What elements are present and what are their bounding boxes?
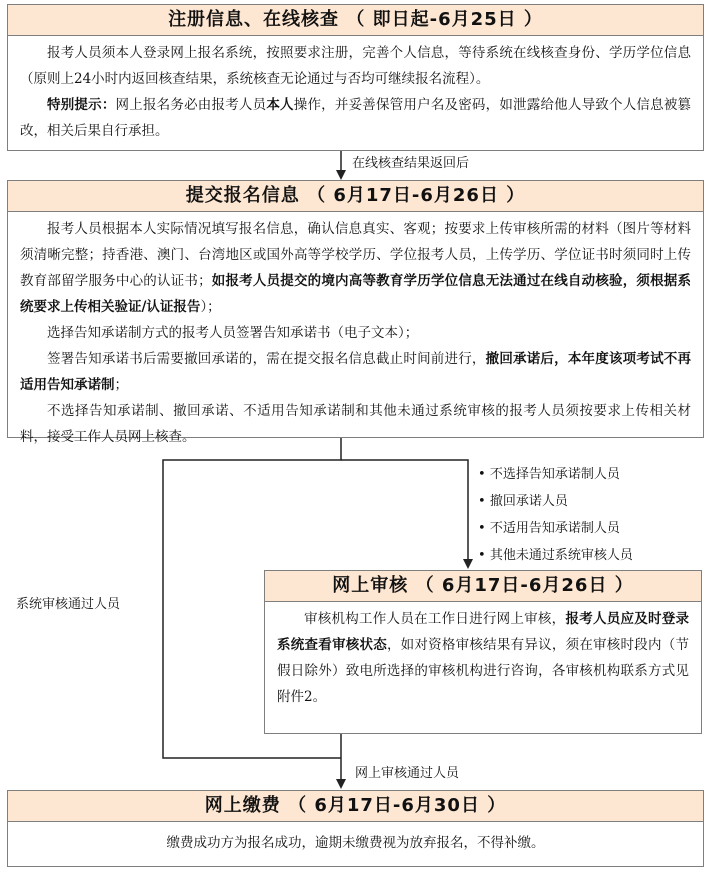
step2-title: 提交报名信息 bbox=[185, 185, 300, 206]
step4-period: （ 6月17日-6月30日 ） bbox=[288, 795, 507, 816]
step2-para2: 选择告知承诺制方式的报考人员签署告知承诺书（电子文本）； bbox=[47, 325, 419, 341]
step2-para4: 不选择告知承诺制、撤回承诺、不适用告知承诺制和其他未通过系统审核的报考人员须按要求上传相关材料，接受工作人员网上核查。 bbox=[20, 403, 691, 445]
step3-body bbox=[265, 602, 701, 710]
step1-para2-b: 操作，并妥善保管用户名及密码，如泄露给他人导致个人信息被篡改，相关后果自行承担。 bbox=[20, 97, 692, 139]
exclusion-list bbox=[478, 461, 633, 569]
step2-para1-a: 报考人员根据本人实际情况填写报名信息，确认信息真实、客观；按要求上传审核所需的材料（图片等材料须清晰完整；持香港、澳门、台湾地区或国外高等学校学历、学位报考人员，上传学历、学位证书时须同时上传教育部留学服务中心的认证书； bbox=[20, 221, 691, 289]
arrow-step2-to-step3 bbox=[341, 460, 468, 567]
step2-period: （ 6月17日-6月26日 ） bbox=[307, 185, 526, 206]
step1-body bbox=[8, 36, 703, 144]
step2-para3-bold: 撤回承诺后，本年度该项考试不再适用告知承诺制 bbox=[20, 351, 692, 393]
step2-para3 bbox=[20, 346, 691, 398]
step2-para3-a: 签署告知承诺书后需要撤回承诺的，需在提交报名信息截止时间前进行， bbox=[47, 351, 486, 367]
step2-para3-b: ； bbox=[114, 377, 128, 393]
arrow3-label: 网上审核通过人员 bbox=[355, 766, 460, 781]
step2-body bbox=[8, 212, 703, 450]
exclusion-item: • 撤回承诺人员 bbox=[478, 488, 633, 515]
step3-review-box bbox=[264, 570, 702, 734]
exclusion-item: • 其他未通过系统审核人员 bbox=[478, 542, 633, 569]
step1-header bbox=[8, 5, 703, 36]
step1-register-box bbox=[7, 4, 704, 151]
step1-para2 bbox=[20, 92, 691, 144]
step1-para2-bold: 本人 bbox=[266, 97, 294, 113]
step3-title: 网上审核 bbox=[332, 575, 409, 596]
step2-header bbox=[8, 181, 703, 212]
step4-header bbox=[8, 791, 703, 822]
exclusion-item: • 不适用告知承诺制人员 bbox=[478, 515, 633, 542]
step2-submit-box bbox=[7, 180, 704, 445]
step4-body bbox=[8, 822, 703, 856]
step2-para1-b: ）； bbox=[200, 299, 221, 315]
branch-label-system-approved: 系统审核通过人员 bbox=[16, 597, 121, 612]
exclusion-item: • 不选择告知承诺制人员 bbox=[478, 461, 633, 488]
step1-para2-a: 网上报名务必由报考人员 bbox=[115, 97, 267, 113]
step1-special-note-label: 特别提示： bbox=[47, 97, 116, 113]
step2-para1-bold: 如报考人员提交的境内高等教育学历学位信息无法通过在线自动核验，须根据系统要求上传相关验证/认证报告 bbox=[20, 273, 692, 315]
step4-title: 网上缴费 bbox=[204, 795, 281, 816]
step4-payment-box bbox=[7, 790, 704, 867]
step1-period: （ 即日起-6月25日 ） bbox=[346, 9, 543, 30]
step3-para-bold: 报考人员应及时登录系统查看审核状态 bbox=[277, 611, 690, 653]
step4-para: 缴费成功方为报名成功，逾期未缴费视为放弃报名，不得补缴。 bbox=[166, 835, 545, 851]
step3-para-a: 审核机构工作人员在工作日进行网上审核， bbox=[304, 611, 566, 627]
step3-period: （ 6月17日-6月26日 ） bbox=[415, 575, 634, 596]
step3-para bbox=[277, 606, 689, 710]
arrow1-label: 在线核查结果返回后 bbox=[352, 156, 470, 171]
step3-header bbox=[265, 571, 701, 602]
step1-title: 注册信息、在线核查 bbox=[168, 9, 340, 30]
step2-para1 bbox=[20, 216, 691, 320]
step3-para-b: ，如对资格审核结果有异议，须在审核时段内（节假日除外）致电所选择的审核机构进行咨询，各审核机构联系方式见附件2。 bbox=[277, 637, 690, 705]
step1-para1: 报考人员须本人登录网上报名系统，按照要求注册，完善个人信息，等待系统在线核查身份、学历学位信息（原则上24小时内返回核查结果，系统核查无论通过与否均可继续报名流程）。 bbox=[20, 45, 691, 87]
